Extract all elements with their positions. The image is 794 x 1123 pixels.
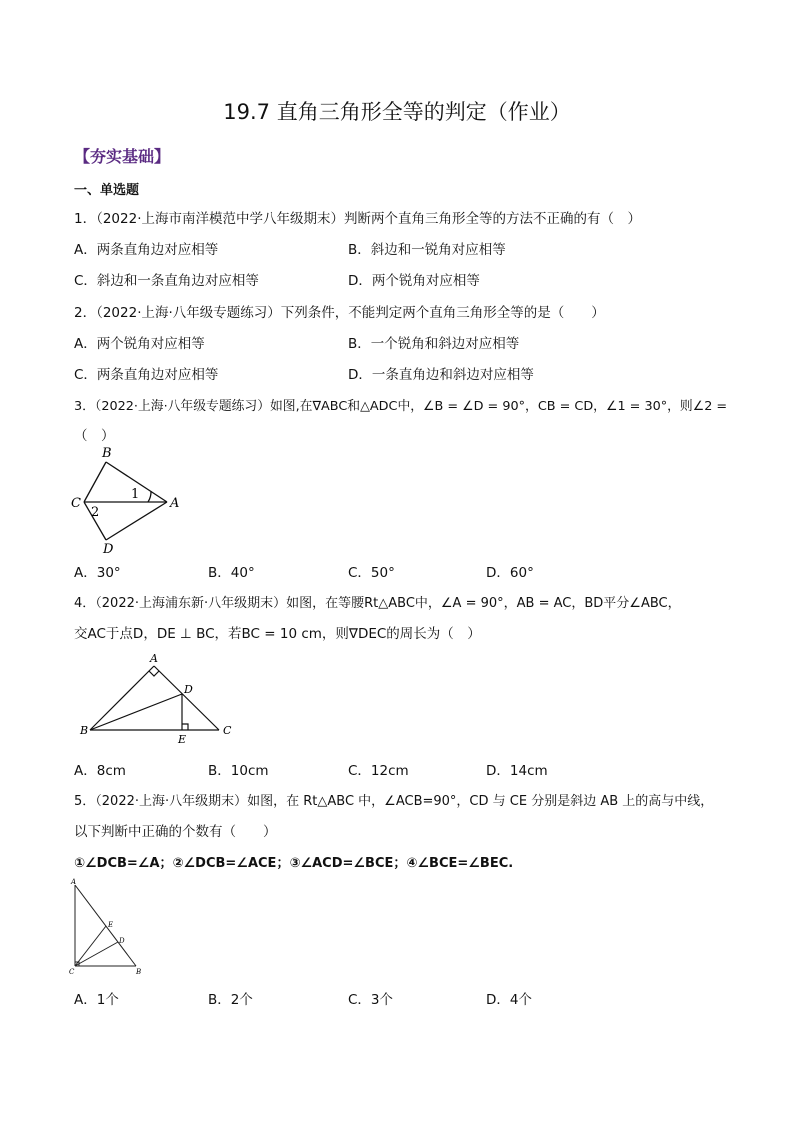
q3-option-a: A．30° — [74, 565, 121, 581]
q3-figure — [70, 444, 190, 556]
subsection-heading: 一、单选题 — [74, 183, 140, 198]
q1-stem: 1．（2022·上海市南洋模范中学八年级期末）判断两个直角三角形全等的方法不正确的有（ ） — [74, 211, 641, 227]
q5-stem-line1: 5．（2022·上海·八年级期末）如图，在 Rt△ABC 中，∠ACB=90°，CD 与 CE 分别是斜边 AB 上的高与中线， — [74, 794, 714, 809]
q4-option-b: B．10cm — [208, 763, 269, 779]
q3-label-c: C — [71, 496, 81, 511]
q3-label-angle1: 1 — [131, 487, 140, 502]
q4-label-b: B — [80, 724, 89, 737]
q5-label-b: B — [136, 968, 142, 976]
q5-option-c: C．3个 — [348, 992, 394, 1008]
q1-option-b: B．斜边和一锐角对应相等 — [348, 242, 506, 258]
q1-option-d: D．两个锐角对应相等 — [348, 273, 480, 289]
q4-label-a: A — [150, 652, 158, 665]
q4-label-c: C — [223, 724, 232, 737]
q4-stem-line1: 4．（2022·上海浦东新·八年级期末）如图，在等腰Rt△ABC中，∠A = 90°，AB = AC，BD平分∠ABC， — [74, 596, 681, 611]
q4-segment-bd — [90, 694, 182, 730]
q5-label-a: A — [71, 878, 77, 886]
section-heading: 【夯实基础】 — [74, 147, 171, 166]
q4-figure — [78, 650, 238, 744]
q5-stem-line2: 以下判断中正确的个数有（ ） — [74, 824, 277, 840]
q1-option-c: C．斜边和一条直角边对应相等 — [74, 273, 259, 289]
q5-option-b: B．2个 — [208, 992, 253, 1008]
q2-option-a: A．两个锐角对应相等 — [74, 336, 205, 352]
q2-option-b: B．一个锐角和斜边对应相等 — [348, 336, 520, 352]
q4-label-e: E — [178, 733, 187, 744]
q4-stem-line2: 交AC于点D，DE ⊥ BC，若BC = 10 cm，则∇DEC的周长为（ ） — [74, 626, 481, 642]
q4-option-c: C．12cm — [348, 763, 409, 779]
q3-stem-line1: 3．（2022·上海·八年级专题练习）如图,在∇ABC和△ADC中，∠B = ∠D = 90°，CB = CD，∠1 = 30°，则∠2 = — [74, 399, 728, 414]
q3-stem-line2: （ ） — [74, 428, 115, 444]
q5-option-d: D．4个 — [486, 992, 532, 1008]
q3-segment-da — [106, 502, 167, 540]
q2-stem: 2．（2022·上海·八年级专题练习）下列条件，不能判定两个直角三角形全等的是（ ） — [74, 305, 605, 321]
q5-segment-cd — [75, 942, 118, 966]
q3-option-c: C．50° — [348, 565, 395, 581]
q3-segment-cb — [84, 462, 106, 502]
q5-label-d: D — [119, 937, 125, 945]
q3-option-b: B．40° — [208, 565, 255, 581]
q4-segment-ac — [154, 666, 219, 730]
q3-label-a: A — [170, 496, 180, 511]
q4-option-a: A．8cm — [74, 763, 126, 779]
q5-label-e: E — [108, 921, 114, 929]
q5-figure — [66, 876, 146, 976]
q3-label-b: B — [102, 446, 112, 461]
q3-label-angle2: 2 — [91, 505, 100, 520]
q3-option-d: D．60° — [486, 565, 534, 581]
q4-right-angle-e — [182, 724, 188, 730]
q3-angle1-arc — [148, 491, 151, 502]
q2-option-c: C．两条直角边对应相等 — [74, 367, 219, 383]
q4-label-d: D — [184, 683, 193, 696]
q3-label-d: D — [103, 542, 114, 556]
page-title: 19.7 直角三角形全等的判定（作业） — [223, 100, 571, 124]
q2-option-d: D．一条直角边和斜边对应相等 — [348, 367, 534, 383]
q5-label-c: C — [69, 968, 75, 976]
q1-option-a: A．两条直角边对应相等 — [74, 242, 219, 258]
q4-option-d: D．14cm — [486, 763, 548, 779]
q5-statements: ①∠DCB=∠A；②∠DCB=∠ACE；③∠ACD=∠BCE；④∠BCE=∠BEC. — [74, 856, 514, 871]
q5-segment-ce — [75, 926, 106, 966]
q5-option-a: A．1个 — [74, 992, 119, 1008]
q4-segment-ba — [90, 666, 154, 730]
q4-right-angle-a — [149, 671, 159, 676]
